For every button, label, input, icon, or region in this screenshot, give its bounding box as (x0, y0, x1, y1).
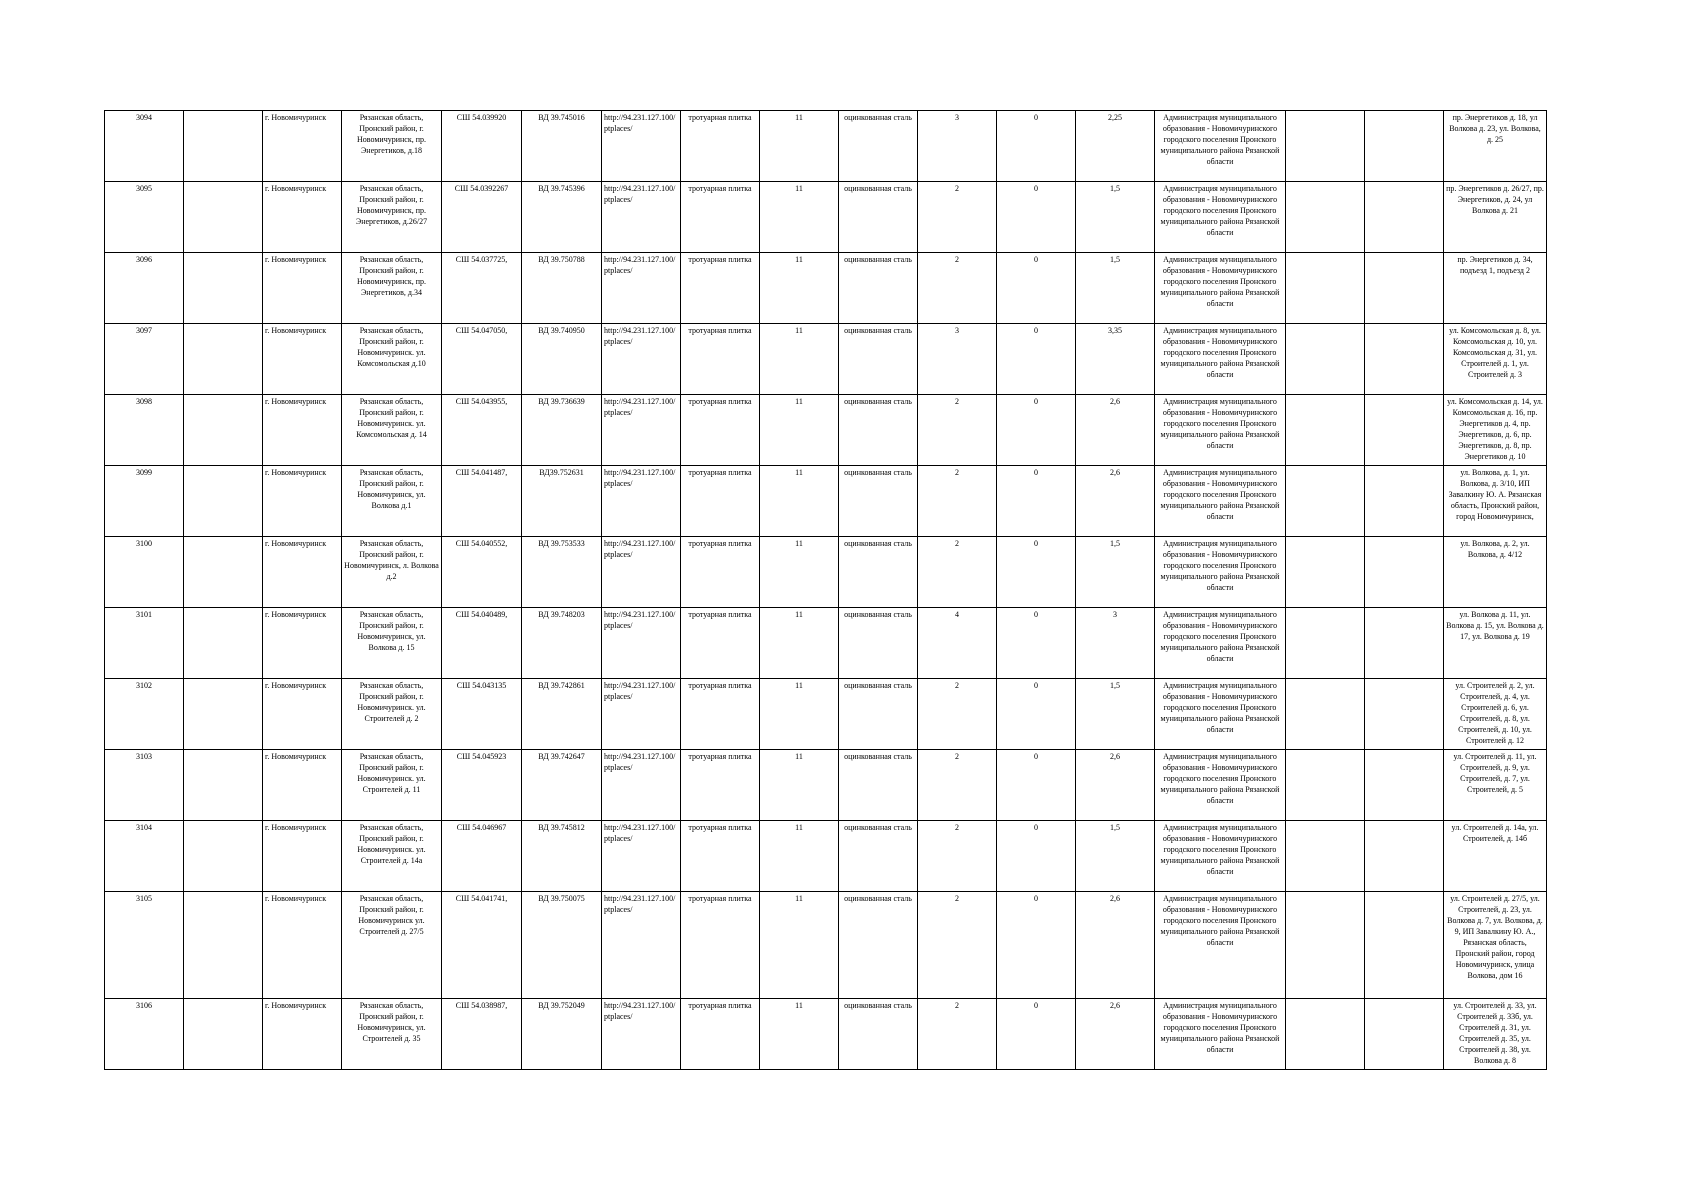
link-cell[interactable]: http://94.231.127.100/ptplaces/ (602, 395, 681, 466)
address-cell: Рязанская область, Пронский район, г. Новомичуринск, л. Волкова д.2 (342, 537, 442, 608)
empty-cell (184, 111, 263, 182)
surface-cell: тротуарная плитка (681, 679, 760, 750)
bulky-waste-count-cell: 0 (997, 750, 1076, 821)
empty-cell (184, 537, 263, 608)
table-row (105, 537, 1547, 608)
locality-cell: г. Новомичуринск (263, 253, 342, 324)
empty-cell (1286, 679, 1365, 750)
bulky-waste-count-cell: 0 (997, 892, 1076, 999)
bulky-waste-count-cell: 0 (997, 395, 1076, 466)
bulky-waste-count-cell: 0 (997, 111, 1076, 182)
owner-cell: Администрация муниципального образования - Новомичуринского городского поселения Пронского муниципального района Рязанской области (1155, 679, 1286, 750)
fence-material-cell: оцинкованная сталь (839, 679, 918, 750)
longitude-cell: ВД 39.753533 (522, 537, 602, 608)
surface-cell: тротуарная плитка (681, 466, 760, 537)
owner-cell: Администрация муниципального образования - Новомичуринского городского поселения Пронского муниципального района Рязанской области (1155, 466, 1286, 537)
latitude-cell: СШ 54.043135 (442, 679, 522, 750)
empty-cell (184, 999, 263, 1070)
fence-material-cell: оцинкованная сталь (839, 324, 918, 395)
empty-cell (1286, 821, 1365, 892)
address-cell: Рязанская область, Пронский район, г. Новомичуринск, пр. Энергетиков, д.26/27 (342, 182, 442, 253)
bulky-waste-count-cell: 0 (997, 466, 1076, 537)
latitude-cell: СШ 54.043955, (442, 395, 522, 466)
link-cell[interactable]: http://94.231.127.100/ptplaces/ (602, 821, 681, 892)
link-cell[interactable]: http://94.231.127.100/ptplaces/ (602, 466, 681, 537)
address-cell: Рязанская область, Пронский район, г. Новомичуринск. ул. Комсомольская д.10 (342, 324, 442, 395)
empty-cell (184, 395, 263, 466)
surface-cell: тротуарная плитка (681, 182, 760, 253)
empty-cell (1365, 679, 1444, 750)
empty-cell (1286, 892, 1365, 999)
fence-material-cell: оцинкованная сталь (839, 111, 918, 182)
locality-cell: г. Новомичуринск (263, 395, 342, 466)
row-number: 3106 (105, 999, 184, 1070)
row-number: 3102 (105, 679, 184, 750)
owner-cell: Администрация муниципального образования - Новомичуринского городского поселения Пронского муниципального района Рязанской области (1155, 821, 1286, 892)
owner-cell: Администрация муниципального образования - Новомичуринского городского поселения Пронского муниципального района Рязанской области (1155, 892, 1286, 999)
waste-sources-cell: ул. Строителей д. 14а, ул. Строителей, д. 14б (1444, 821, 1547, 892)
address-cell: Рязанская область, Пронский район, г. Новомичуринск. ул. Строителей д. 11 (342, 750, 442, 821)
longitude-cell: ВД 39.745812 (522, 821, 602, 892)
area-cell: 11 (760, 253, 839, 324)
waste-sites-table (104, 110, 1547, 1070)
latitude-cell: СШ 54.047050, (442, 324, 522, 395)
surface-cell: тротуарная плитка (681, 608, 760, 679)
longitude-cell: ВД 39.742861 (522, 679, 602, 750)
bulky-waste-count-cell: 0 (997, 324, 1076, 395)
owner-cell: Администрация муниципального образования - Новомичуринского городского поселения Пронского муниципального района Рязанской области (1155, 182, 1286, 253)
container-count-cell: 4 (918, 608, 997, 679)
longitude-cell: ВД 39.740950 (522, 324, 602, 395)
volume-cell: 2,6 (1076, 395, 1155, 466)
empty-cell (1286, 395, 1365, 466)
table-row (105, 253, 1547, 324)
locality-cell: г. Новомичуринск (263, 111, 342, 182)
address-cell: Рязанская область, Пронский район, г. Новомичуринск, ул. Волкова д. 15 (342, 608, 442, 679)
latitude-cell: СШ 54.040489, (442, 608, 522, 679)
latitude-cell: СШ 54.046967 (442, 821, 522, 892)
surface-cell: тротуарная плитка (681, 324, 760, 395)
address-cell: Рязанская область, Пронский район, г. Новомичуринск. ул. Комсомольская д. 14 (342, 395, 442, 466)
link-cell[interactable]: http://94.231.127.100/ptplaces/ (602, 111, 681, 182)
address-cell: Рязанская область, Пронский район, г. Новомичуринск, ул. Строителей д. 35 (342, 999, 442, 1070)
owner-cell: Администрация муниципального образования - Новомичуринского городского поселения Пронского муниципального района Рязанской области (1155, 324, 1286, 395)
fence-material-cell: оцинкованная сталь (839, 608, 918, 679)
address-cell: Рязанская область, Пронский район, г. Новомичуринск, ул. Волкова д.1 (342, 466, 442, 537)
address-cell: Рязанская область, Пронский район, г. Новомичуринск, пр. Энергетиков, д.34 (342, 253, 442, 324)
empty-cell (1365, 892, 1444, 999)
empty-cell (1365, 466, 1444, 537)
waste-sources-cell: ул. Строителей д. 27/5, ул. Строителей, д. 23, ул. Волкова д. 7, ул. Волкова, д. 9, ИП Завалкину Ю. А., Рязанская область, Пронский район, город Новомичуринск, улица Волкова, дом 16 (1444, 892, 1547, 999)
longitude-cell: ВД 39.745016 (522, 111, 602, 182)
container-count-cell: 2 (918, 182, 997, 253)
empty-cell (1286, 111, 1365, 182)
bulky-waste-count-cell: 0 (997, 608, 1076, 679)
empty-cell (1286, 999, 1365, 1070)
area-cell: 11 (760, 821, 839, 892)
surface-cell: тротуарная плитка (681, 111, 760, 182)
locality-cell: г. Новомичуринск (263, 679, 342, 750)
row-number: 3101 (105, 608, 184, 679)
latitude-cell: СШ 54.038987, (442, 999, 522, 1070)
empty-cell (1286, 466, 1365, 537)
empty-cell (1365, 821, 1444, 892)
bulky-waste-count-cell: 0 (997, 537, 1076, 608)
container-count-cell: 2 (918, 395, 997, 466)
bulky-waste-count-cell: 0 (997, 999, 1076, 1070)
table-row (105, 182, 1547, 253)
area-cell: 11 (760, 750, 839, 821)
volume-cell: 2,25 (1076, 111, 1155, 182)
address-cell: Рязанская область, Пронский район, г. Новомичуринск ул. Строителей д. 27/5 (342, 892, 442, 999)
empty-cell (184, 182, 263, 253)
waste-sources-cell: ул. Комсомольская д. 14, ул. Комсомольская д. 16, пр. Энергетиков д. 4, пр. Энергетиков, д. 6, пр. Энергетиков, д. 8, пр. Энергетиков д. 10 (1444, 395, 1547, 466)
fence-material-cell: оцинкованная сталь (839, 892, 918, 999)
surface-cell: тротуарная плитка (681, 750, 760, 821)
row-number: 3100 (105, 537, 184, 608)
bulky-waste-count-cell: 0 (997, 182, 1076, 253)
longitude-cell: ВД39.752631 (522, 466, 602, 537)
fence-material-cell: оцинкованная сталь (839, 999, 918, 1070)
table-row (105, 999, 1547, 1070)
longitude-cell: ВД 39.750075 (522, 892, 602, 999)
owner-cell: Администрация муниципального образования - Новомичуринского городского поселения Пронского муниципального района Рязанской области (1155, 253, 1286, 324)
table-row (105, 892, 1547, 999)
area-cell: 11 (760, 111, 839, 182)
container-count-cell: 2 (918, 750, 997, 821)
link-cell[interactable]: http://94.231.127.100/ptplaces/ (602, 182, 681, 253)
table-row (105, 679, 1547, 750)
empty-cell (1365, 537, 1444, 608)
surface-cell: тротуарная плитка (681, 253, 760, 324)
table-row (105, 608, 1547, 679)
empty-cell (1365, 324, 1444, 395)
waste-sources-cell: ул. Комсомольская д. 8, ул. Комсомольская д. 10, ул. Комсомольская д. 31, ул. Строителей д. 1, ул. Строителей д. 3 (1444, 324, 1547, 395)
volume-cell: 2,6 (1076, 999, 1155, 1070)
owner-cell: Администрация муниципального образования - Новомичуринского городского поселения Пронского муниципального района Рязанской области (1155, 750, 1286, 821)
area-cell: 11 (760, 679, 839, 750)
waste-sources-cell: ул. Строителей д. 33, ул. Строителей д. 33б, ул. Строителей д. 31, ул. Строителей д. 35, ул. Строителей д. 38, ул. Волкова д. 8 (1444, 999, 1547, 1070)
fence-material-cell: оцинкованная сталь (839, 253, 918, 324)
table-row (105, 821, 1547, 892)
row-number: 3098 (105, 395, 184, 466)
fence-material-cell: оцинкованная сталь (839, 537, 918, 608)
longitude-cell: ВД 39.745396 (522, 182, 602, 253)
empty-cell (184, 821, 263, 892)
surface-cell: тротуарная плитка (681, 999, 760, 1070)
surface-cell: тротуарная плитка (681, 537, 760, 608)
latitude-cell: СШ 54.039920 (442, 111, 522, 182)
link-cell[interactable]: http://94.231.127.100/ptplaces/ (602, 892, 681, 999)
surface-cell: тротуарная плитка (681, 892, 760, 999)
locality-cell: г. Новомичуринск (263, 892, 342, 999)
container-count-cell: 3 (918, 324, 997, 395)
longitude-cell: ВД 39.748203 (522, 608, 602, 679)
area-cell: 11 (760, 892, 839, 999)
address-cell: Рязанская область, Пронский район, г. Новомичуринск, пр. Энергетиков, д.18 (342, 111, 442, 182)
empty-cell (1365, 750, 1444, 821)
locality-cell: г. Новомичуринск (263, 608, 342, 679)
empty-cell (184, 466, 263, 537)
volume-cell: 2,6 (1076, 750, 1155, 821)
waste-sources-cell: ул. Волкова д. 11, ул. Волкова д. 15, ул. Волкова д. 17, ул. Волкова д. 19 (1444, 608, 1547, 679)
container-count-cell: 2 (918, 892, 997, 999)
row-number: 3104 (105, 821, 184, 892)
waste-sources-cell: ул. Строителей д. 2, ул. Строителей, д. 4, ул. Строителей д. 6, ул. Строителей, д. 8, ул. Строителей, д. 10, ул. Строителей д. 12 (1444, 679, 1547, 750)
owner-cell: Администрация муниципального образования - Новомичуринского городского поселения Пронского муниципального района Рязанской области (1155, 395, 1286, 466)
link-cell[interactable]: http://94.231.127.100/ptplaces/ (602, 679, 681, 750)
volume-cell: 3 (1076, 608, 1155, 679)
locality-cell: г. Новомичуринск (263, 324, 342, 395)
longitude-cell: ВД 39.752049 (522, 999, 602, 1070)
owner-cell: Администрация муниципального образования - Новомичуринского городского поселения Пронского муниципального района Рязанской области (1155, 608, 1286, 679)
container-count-cell: 3 (918, 111, 997, 182)
locality-cell: г. Новомичуринск (263, 821, 342, 892)
empty-cell (1365, 111, 1444, 182)
empty-cell (1286, 324, 1365, 395)
link-cell[interactable]: http://94.231.127.100/ptplaces/ (602, 253, 681, 324)
locality-cell: г. Новомичуринск (263, 999, 342, 1070)
area-cell: 11 (760, 466, 839, 537)
waste-sources-cell: пр. Энергетиков д. 26/27, пр. Энергетиков, д. 24, ул Волкова д. 21 (1444, 182, 1547, 253)
fence-material-cell: оцинкованная сталь (839, 750, 918, 821)
bulky-waste-count-cell: 0 (997, 253, 1076, 324)
surface-cell: тротуарная плитка (681, 821, 760, 892)
address-cell: Рязанская область, Пронский район, г. Новомичуринск. ул. Строителей д. 14а (342, 821, 442, 892)
empty-cell (1286, 608, 1365, 679)
empty-cell (184, 608, 263, 679)
latitude-cell: СШ 54.041741, (442, 892, 522, 999)
waste-sources-cell: пр. Энергетиков д. 18, ул Волкова д. 23, ул. Волкова, д. 25 (1444, 111, 1547, 182)
latitude-cell: СШ 54.041487, (442, 466, 522, 537)
empty-cell (1365, 182, 1444, 253)
area-cell: 11 (760, 324, 839, 395)
empty-cell (1286, 253, 1365, 324)
fence-material-cell: оцинкованная сталь (839, 466, 918, 537)
volume-cell: 1,5 (1076, 182, 1155, 253)
table-row (105, 750, 1547, 821)
waste-sources-cell: ул. Строителей д. 11, ул. Строителей, д. 9, ул. Строителей, д. 7, ул. Строителей, д. 5 (1444, 750, 1547, 821)
row-number: 3097 (105, 324, 184, 395)
empty-cell (1365, 395, 1444, 466)
container-count-cell: 2 (918, 679, 997, 750)
volume-cell: 3,35 (1076, 324, 1155, 395)
row-number: 3103 (105, 750, 184, 821)
volume-cell: 1,5 (1076, 537, 1155, 608)
row-number: 3095 (105, 182, 184, 253)
link-cell[interactable]: http://94.231.127.100/ptplaces/ (602, 999, 681, 1070)
locality-cell: г. Новомичуринск (263, 182, 342, 253)
row-number: 3099 (105, 466, 184, 537)
link-cell[interactable]: http://94.231.127.100/ptplaces/ (602, 608, 681, 679)
waste-sources-cell: ул. Волкова, д. 1, ул. Волкова, д. 3/10, ИП Завалкину Ю. А. Рязанская область, Пронский район, город Новомичуринск, (1444, 466, 1547, 537)
longitude-cell: ВД 39.742647 (522, 750, 602, 821)
container-count-cell: 2 (918, 999, 997, 1070)
waste-sources-cell: пр. Энергетиков д. 34, подъезд 1, подъезд 2 (1444, 253, 1547, 324)
area-cell: 11 (760, 608, 839, 679)
row-number: 3096 (105, 253, 184, 324)
fence-material-cell: оцинкованная сталь (839, 182, 918, 253)
empty-cell (184, 324, 263, 395)
empty-cell (184, 750, 263, 821)
locality-cell: г. Новомичуринск (263, 466, 342, 537)
volume-cell: 2,6 (1076, 892, 1155, 999)
container-count-cell: 2 (918, 537, 997, 608)
area-cell: 11 (760, 999, 839, 1070)
longitude-cell: ВД 39.750788 (522, 253, 602, 324)
empty-cell (184, 253, 263, 324)
container-count-cell: 2 (918, 253, 997, 324)
surface-cell: тротуарная плитка (681, 395, 760, 466)
latitude-cell: СШ 54.040552, (442, 537, 522, 608)
table-row (105, 466, 1547, 537)
table-row (105, 324, 1547, 395)
locality-cell: г. Новомичуринск (263, 537, 342, 608)
empty-cell (184, 679, 263, 750)
link-cell[interactable]: http://94.231.127.100/ptplaces/ (602, 750, 681, 821)
latitude-cell: СШ 54.045923 (442, 750, 522, 821)
address-cell: Рязанская область, Пронский район, г. Новомичуринск. ул. Строителей д. 2 (342, 679, 442, 750)
owner-cell: Администрация муниципального образования - Новомичуринского городского поселения Пронского муниципального района Рязанской области (1155, 999, 1286, 1070)
bulky-waste-count-cell: 0 (997, 679, 1076, 750)
longitude-cell: ВД 39.736639 (522, 395, 602, 466)
volume-cell: 2,6 (1076, 466, 1155, 537)
fence-material-cell: оцинкованная сталь (839, 821, 918, 892)
row-number: 3094 (105, 111, 184, 182)
volume-cell: 1,5 (1076, 253, 1155, 324)
row-number: 3105 (105, 892, 184, 999)
area-cell: 11 (760, 182, 839, 253)
volume-cell: 1,5 (1076, 679, 1155, 750)
container-count-cell: 2 (918, 821, 997, 892)
empty-cell (184, 892, 263, 999)
empty-cell (1365, 608, 1444, 679)
link-cell[interactable]: http://94.231.127.100/ptplaces/ (602, 537, 681, 608)
bulky-waste-count-cell: 0 (997, 821, 1076, 892)
area-cell: 11 (760, 537, 839, 608)
empty-cell (1286, 750, 1365, 821)
empty-cell (1286, 182, 1365, 253)
table-row (105, 395, 1547, 466)
volume-cell: 1,5 (1076, 821, 1155, 892)
latitude-cell: СШ 54.0392267 (442, 182, 522, 253)
owner-cell: Администрация муниципального образования - Новомичуринского городского поселения Пронского муниципального района Рязанской области (1155, 111, 1286, 182)
empty-cell (1365, 999, 1444, 1070)
container-count-cell: 2 (918, 466, 997, 537)
owner-cell: Администрация муниципального образования - Новомичуринского городского поселения Пронского муниципального района Рязанской области (1155, 537, 1286, 608)
locality-cell: г. Новомичуринск (263, 750, 342, 821)
table-row (105, 111, 1547, 182)
empty-cell (1286, 537, 1365, 608)
waste-sources-cell: ул. Волкова, д. 2, ул. Волкова, д. 4/12 (1444, 537, 1547, 608)
link-cell[interactable]: http://94.231.127.100/ptplaces/ (602, 324, 681, 395)
latitude-cell: СШ 54.037725, (442, 253, 522, 324)
fence-material-cell: оцинкованная сталь (839, 395, 918, 466)
area-cell: 11 (760, 395, 839, 466)
empty-cell (1365, 253, 1444, 324)
table-body (105, 111, 1547, 1070)
